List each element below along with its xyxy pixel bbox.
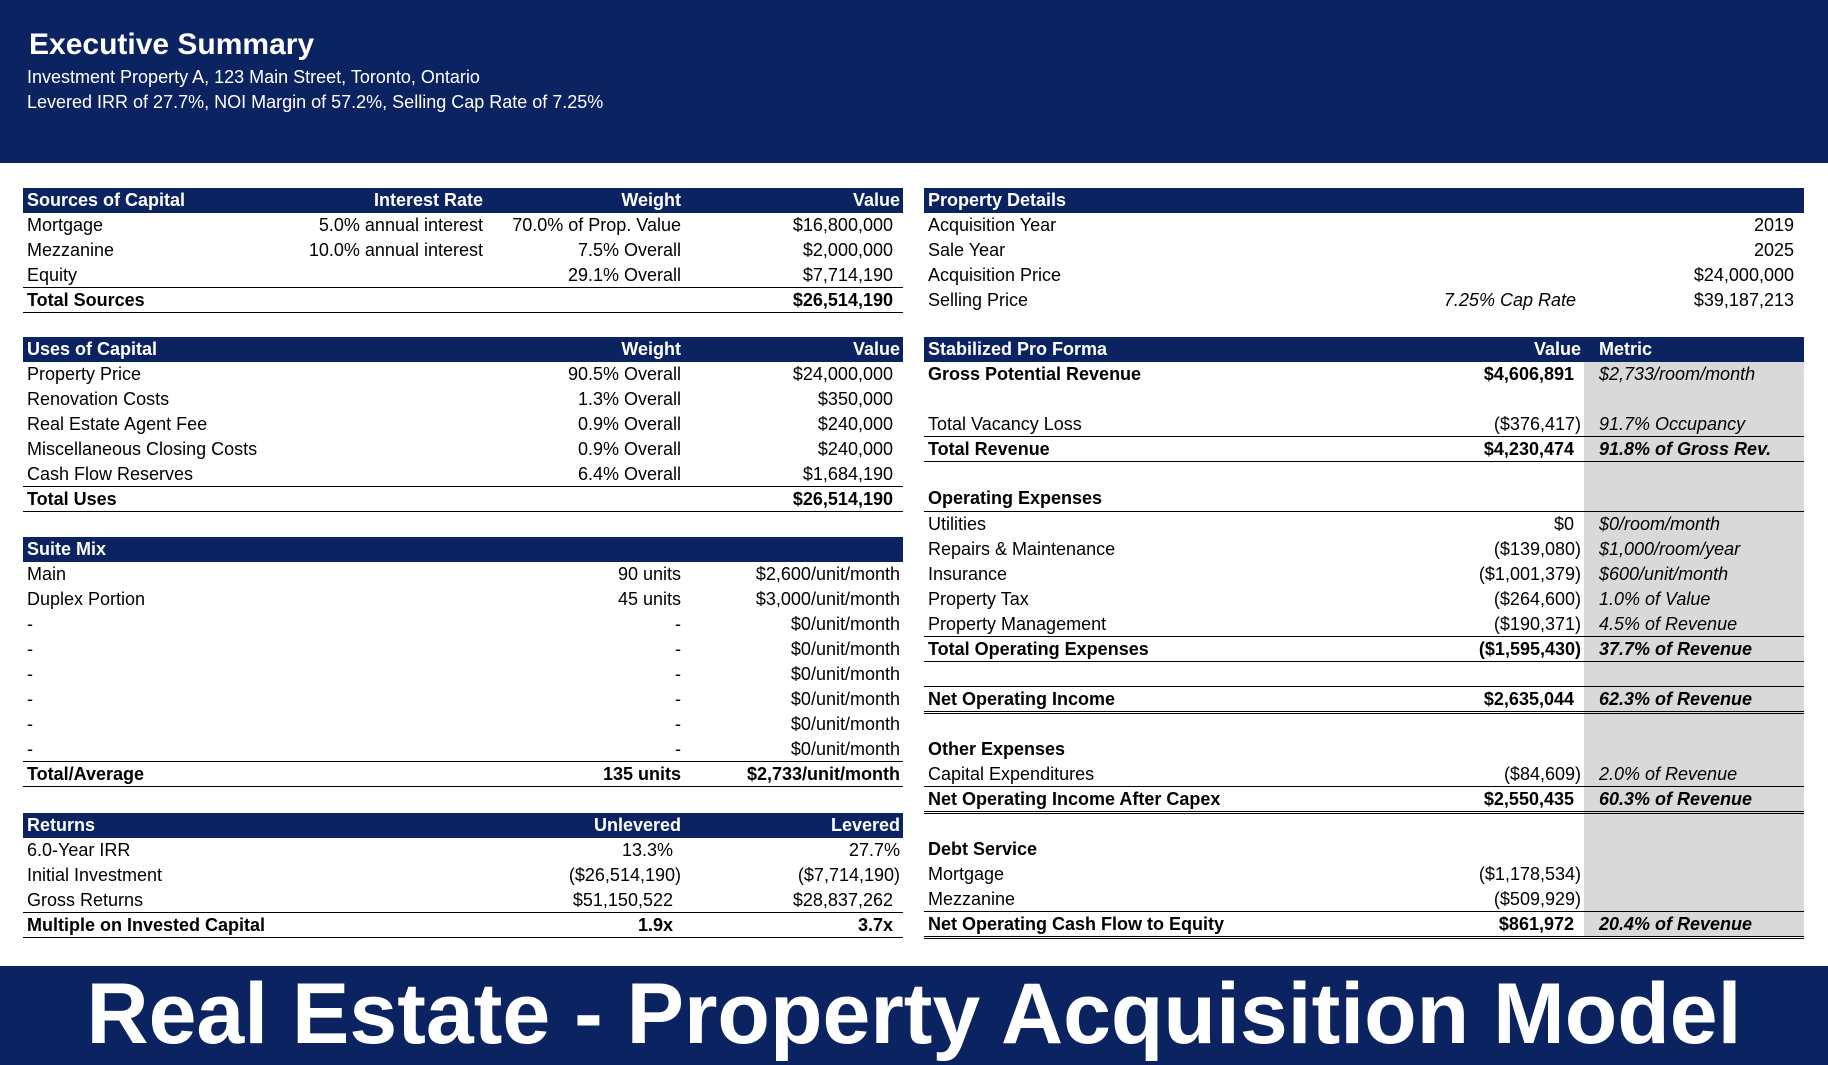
row-value: $4,606,891	[1483, 364, 1574, 384]
section-label: Other Expenses	[928, 739, 1066, 759]
table-row	[23, 562, 903, 587]
row-label: 6.0-Year IRR	[27, 840, 131, 860]
header-metric: Metric	[1599, 339, 1653, 359]
row-weight: 29.1% Overall	[567, 265, 681, 285]
property-address: Investment Property A, 123 Main Street, Toronto, Ontario	[27, 67, 480, 87]
row-metric: $0/room/month	[1599, 514, 1721, 534]
table-row	[23, 712, 903, 737]
header-value: Value	[1533, 339, 1581, 359]
row-label: Total Operating Expenses	[928, 639, 1149, 659]
cap-rate-note: 7.25% Cap Rate	[1443, 290, 1576, 310]
row-rent: $0/unit/month	[790, 664, 900, 684]
row-value: ($1,178,534)	[1478, 864, 1581, 884]
total-levered: 3.7x	[857, 915, 893, 935]
row-units: -	[675, 689, 681, 709]
table-row	[23, 687, 903, 712]
row-label: Mortgage	[27, 215, 104, 235]
table-row	[23, 387, 903, 412]
header-label: Suite Mix	[27, 539, 107, 559]
table-row	[924, 288, 1804, 313]
row-units: 45 units	[617, 589, 681, 609]
table-row	[23, 888, 903, 913]
total-row	[23, 761, 903, 787]
row-label: Sale Year	[928, 240, 1006, 260]
header-label: Sources of Capital	[27, 190, 186, 210]
table-header	[23, 337, 903, 362]
row-label: Gross Returns	[27, 890, 144, 910]
table-row	[23, 412, 903, 437]
row-rent: $0/unit/month	[790, 689, 900, 709]
row-value: $7,714,190	[802, 265, 893, 285]
row-label: Acquisition Year	[928, 215, 1057, 235]
total-row	[23, 912, 903, 938]
table-row	[23, 863, 903, 888]
table-row	[924, 562, 1804, 587]
row-label: -	[27, 689, 33, 709]
row-value: ($190,371)	[1493, 614, 1581, 634]
table-row	[924, 213, 1804, 238]
row-levered: $28,837,262	[792, 890, 893, 910]
row-label: -	[27, 739, 33, 759]
header-value: Value	[852, 339, 900, 359]
capex-row	[924, 762, 1804, 787]
row-rent: $0/unit/month	[790, 639, 900, 659]
table-row	[924, 512, 1804, 537]
total-unlevered: 1.9x	[637, 915, 673, 935]
gross-potential-revenue-row	[924, 362, 1804, 387]
table-row	[23, 263, 903, 288]
row-value: $0	[1553, 514, 1574, 534]
table-row	[23, 838, 903, 863]
row-rate: 10.0% annual interest	[308, 240, 483, 260]
table-row	[23, 238, 903, 263]
key-metrics-summary: Levered IRR of 27.7%, NOI Margin of 57.2%, Selling Cap Rate of 7.25%	[27, 92, 604, 112]
row-value: $240,000	[817, 439, 893, 459]
row-unlevered: ($26,514,190)	[568, 865, 681, 885]
row-label: Net Operating Income	[928, 689, 1116, 709]
row-unlevered: $51,150,522	[572, 890, 673, 910]
row-value: $350,000	[817, 389, 893, 409]
total-row	[23, 287, 903, 313]
table-row	[924, 587, 1804, 612]
row-label: Property Tax	[928, 589, 1029, 609]
table-row	[924, 238, 1804, 263]
row-label: Equity	[27, 265, 78, 285]
row-label: Duplex Portion	[27, 589, 146, 609]
row-label: Net Operating Income After Capex	[928, 789, 1221, 809]
row-value: $39,187,213	[1693, 290, 1794, 310]
row-label: Real Estate Agent Fee	[27, 414, 208, 434]
table-row	[23, 213, 903, 238]
row-label: Initial Investment	[27, 865, 163, 885]
row-metric: 20.4% of Revenue	[1599, 914, 1753, 934]
table-header	[23, 537, 903, 562]
row-value: $2,635,044	[1483, 689, 1574, 709]
table-row	[23, 462, 903, 487]
section-label: Operating Expenses	[928, 488, 1103, 508]
row-value: $24,000,000	[1693, 265, 1794, 285]
row-weight: 70.0% of Prop. Value	[512, 215, 681, 235]
row-metric: 91.8% of Gross Rev.	[1599, 439, 1772, 459]
total-label: Multiple on Invested Capital	[27, 915, 266, 935]
row-levered: 27.7%	[848, 840, 900, 860]
row-label: Gross Potential Revenue	[928, 364, 1142, 384]
total-row	[23, 486, 903, 512]
row-weight: 1.3% Overall	[577, 389, 681, 409]
row-levered: ($7,714,190)	[797, 865, 900, 885]
row-metric: $2,733/room/month	[1599, 364, 1756, 384]
section-label: Debt Service	[928, 839, 1038, 859]
table-row	[924, 862, 1804, 887]
table-row	[23, 662, 903, 687]
header-weight: Weight	[621, 190, 681, 210]
header-banner	[0, 0, 1828, 163]
row-value: $1,684,190	[802, 464, 893, 484]
debt-service-heading	[924, 837, 1804, 862]
row-weight: 0.9% Overall	[577, 414, 681, 434]
row-value: ($509,929)	[1493, 889, 1581, 909]
row-metric: 2.0% of Revenue	[1599, 764, 1738, 784]
row-label: Repairs & Maintenance	[928, 539, 1116, 559]
row-unlevered: 13.3%	[621, 840, 673, 860]
header-levered: Levered	[830, 815, 900, 835]
row-label: -	[27, 714, 33, 734]
row-value: 2025	[1753, 240, 1794, 260]
total-label: Total/Average	[27, 764, 145, 784]
row-units: -	[675, 614, 681, 634]
row-value: $2,000,000	[802, 240, 893, 260]
row-rate: 5.0% annual interest	[318, 215, 483, 235]
row-label: Mezzanine	[27, 240, 115, 260]
row-metric: 4.5% of Revenue	[1599, 614, 1738, 634]
row-metric: 60.3% of Revenue	[1599, 789, 1753, 809]
table-header	[23, 813, 903, 838]
noi-after-capex-row	[924, 786, 1804, 814]
total-revenue-row	[924, 436, 1804, 462]
row-label: Cash Flow Reserves	[27, 464, 194, 484]
row-metric: 91.7% Occupancy	[1599, 414, 1746, 434]
header-value: Value	[852, 190, 900, 210]
row-value: ($1,001,379)	[1478, 564, 1581, 584]
header-label: Property Details	[928, 190, 1067, 210]
row-label: Property Price	[27, 364, 142, 384]
total-operating-expenses-row	[924, 636, 1804, 662]
row-rent: $0/unit/month	[790, 714, 900, 734]
table-row	[23, 637, 903, 662]
net-cash-flow-to-equity-row	[924, 911, 1804, 939]
total-label: Total Sources	[27, 290, 145, 310]
row-units: -	[675, 714, 681, 734]
page-title: Executive Summary	[29, 28, 315, 61]
header-label: Returns	[27, 815, 96, 835]
row-metric: 37.7% of Revenue	[1599, 639, 1753, 659]
row-label: Total Vacancy Loss	[928, 414, 1082, 434]
total-value: $26,514,190	[792, 489, 893, 509]
table-row	[23, 587, 903, 612]
header-label: Uses of Capital	[27, 339, 158, 359]
table-row	[924, 263, 1804, 288]
row-value: $240,000	[817, 414, 893, 434]
row-units: -	[675, 639, 681, 659]
total-label: Total Uses	[27, 489, 117, 509]
table-row	[924, 887, 1804, 912]
row-label: Total Revenue	[928, 439, 1050, 459]
total-value: $26,514,190	[792, 290, 893, 310]
row-label: Miscellaneous Closing Costs	[27, 439, 258, 459]
row-units: -	[675, 739, 681, 759]
header-unlevered: Unlevered	[593, 815, 681, 835]
total-rent: $2,733/unit/month	[746, 764, 900, 784]
row-units: -	[675, 664, 681, 684]
header-interest-rate: Interest Rate	[373, 190, 483, 210]
table-row	[23, 362, 903, 387]
table-row	[23, 437, 903, 462]
other-expenses-heading	[924, 737, 1804, 762]
header-weight: Weight	[621, 339, 681, 359]
row-label: -	[27, 639, 33, 659]
table-header	[23, 188, 903, 213]
row-rent: $3,000/unit/month	[755, 589, 900, 609]
row-value: $24,000,000	[792, 364, 893, 384]
row-weight: 0.9% Overall	[577, 439, 681, 459]
row-label: -	[27, 614, 33, 634]
row-metric: 1.0% of Value	[1599, 589, 1711, 609]
row-weight: 7.5% Overall	[577, 240, 681, 260]
row-label: Acquisition Price	[928, 265, 1062, 285]
row-value: ($376,417)	[1493, 414, 1581, 434]
row-units: 90 units	[617, 564, 681, 584]
table-row	[924, 537, 1804, 562]
row-value: ($264,600)	[1493, 589, 1581, 609]
table-row	[23, 737, 903, 762]
row-label: Property Management	[928, 614, 1107, 634]
table-header	[924, 188, 1804, 213]
table-header	[924, 337, 1804, 362]
row-value: $861,972	[1498, 914, 1574, 934]
row-metric: $600/unit/month	[1599, 564, 1729, 584]
row-rent: $0/unit/month	[790, 739, 900, 759]
vacancy-loss-row	[924, 412, 1804, 437]
stabilized-pro-forma-table	[924, 337, 1804, 941]
row-label: Main	[27, 564, 67, 584]
row-value: ($139,080)	[1493, 539, 1581, 559]
model-title-banner: Real Estate - Property Acquisition Model	[86, 966, 1742, 1062]
row-label: Mortgage	[928, 864, 1005, 884]
row-label: Selling Price	[928, 290, 1029, 310]
footer-banner	[0, 966, 1828, 1065]
net-operating-income-row	[924, 686, 1804, 714]
row-value: $16,800,000	[792, 215, 893, 235]
row-value: ($84,609)	[1503, 764, 1581, 784]
row-value: $4,230,474	[1483, 439, 1574, 459]
row-metric: $1,000/room/year	[1599, 539, 1741, 559]
operating-expenses-heading	[924, 486, 1804, 511]
row-value: ($1,595,430)	[1478, 639, 1581, 659]
header-label: Stabilized Pro Forma	[928, 339, 1108, 359]
table-row	[23, 612, 903, 637]
row-value: 2019	[1753, 215, 1794, 235]
total-units: 135 units	[602, 764, 681, 784]
row-label: Mezzanine	[928, 889, 1016, 909]
row-metric: 62.3% of Revenue	[1599, 689, 1753, 709]
row-label: Renovation Costs	[27, 389, 170, 409]
row-label: Insurance	[928, 564, 1008, 584]
row-label: Utilities	[928, 514, 987, 534]
row-value: $2,550,435	[1483, 789, 1574, 809]
row-weight: 6.4% Overall	[577, 464, 681, 484]
row-weight: 90.5% Overall	[567, 364, 681, 384]
row-rent: $2,600/unit/month	[755, 564, 900, 584]
row-label: Net Operating Cash Flow to Equity	[928, 914, 1225, 934]
table-row	[924, 612, 1804, 637]
row-rent: $0/unit/month	[790, 614, 900, 634]
row-label: Capital Expenditures	[928, 764, 1095, 784]
row-label: -	[27, 664, 33, 684]
